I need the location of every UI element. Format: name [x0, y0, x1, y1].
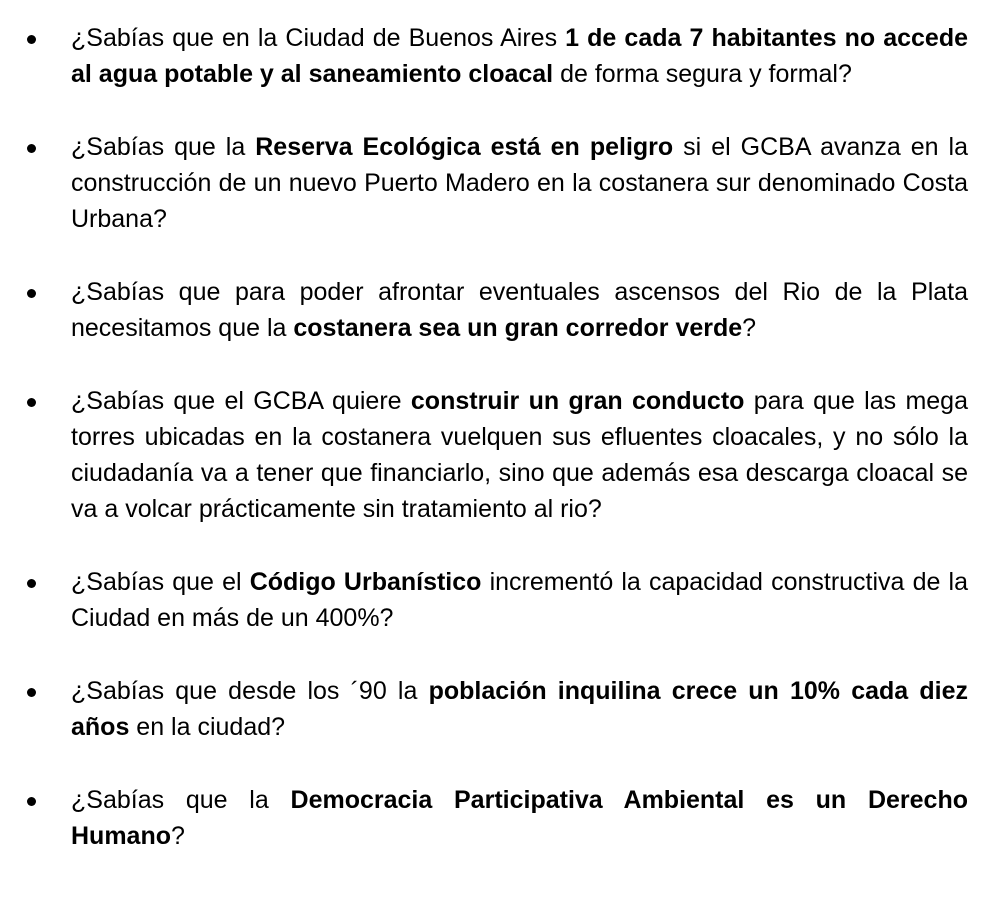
list-item-codigo-urbanistico: [0, 564, 996, 636]
bullet-icon: [27, 144, 36, 153]
bullet-icon: [27, 797, 36, 806]
list-item-reserva-ecologica: [0, 129, 996, 237]
bullet-icon: [27, 289, 36, 298]
list-item-poblacion-inquilina: [0, 673, 996, 745]
item-text: ¿Sabías que desde los ´90 la: [71, 677, 429, 705]
bullet-icon: [27, 688, 36, 697]
list-item-democracia-participativa: [0, 782, 996, 854]
item-text: en la ciudad?: [129, 713, 286, 741]
list-item-agua-potable: [0, 20, 996, 92]
item-highlight: 1 de cada 7 habitantes no accede al agua potable y al saneamiento cloacal: [71, 24, 969, 88]
item-highlight: Reserva Ecológica está en peligro: [255, 133, 674, 161]
item-text: para que las mega torres ubicadas en la costanera vuelquen sus efluentes cloacales, y no sólo la ciudadanía va a tener que financiarlo, sino que además esa descarga cloacal se va a volcar prácticamente sin tratamiento al rio?: [71, 387, 968, 523]
item-highlight: Democracia Participativa Ambiental es un Derecho Humano: [71, 786, 968, 850]
item-text: ¿Sabías que en la Ciudad de Buenos Aires: [71, 24, 566, 52]
item-text: ?: [171, 822, 185, 850]
list-item-gran-conducto: [0, 383, 996, 527]
item-text: de forma segura y formal?: [553, 60, 852, 88]
item-text: incrementó la capacidad constructiva de la Ciudad en más de un 400%?: [71, 568, 968, 632]
bullet-icon: [27, 398, 36, 407]
item-highlight: costanera sea un gran corredor verde: [293, 314, 743, 342]
item-text: ¿Sabías que el GCBA quiere: [71, 387, 411, 415]
item-highlight: construir un gran conducto: [410, 387, 745, 415]
item-text: ¿Sabías que la: [71, 786, 291, 814]
bullet-icon: [27, 579, 36, 588]
item-text: ¿Sabías que el: [71, 568, 250, 596]
bullet-list: [0, 20, 996, 854]
item-text: ¿Sabías que para poder afrontar eventuales ascensos del Rio de la Plata necesitamos que la: [71, 278, 968, 342]
list-item-corredor-verde: [0, 274, 996, 346]
item-highlight: población inquilina crece un 10% cada diez años: [71, 677, 968, 741]
item-highlight: Código Urbanístico: [249, 568, 482, 596]
bullet-icon: [27, 35, 36, 44]
item-text: si el GCBA avanza en la construcción de un nuevo Puerto Madero en la costanera sur denominado Costa Urbana?: [71, 133, 968, 233]
item-text: ¿Sabías que la: [71, 133, 256, 161]
item-text: ?: [742, 314, 757, 342]
